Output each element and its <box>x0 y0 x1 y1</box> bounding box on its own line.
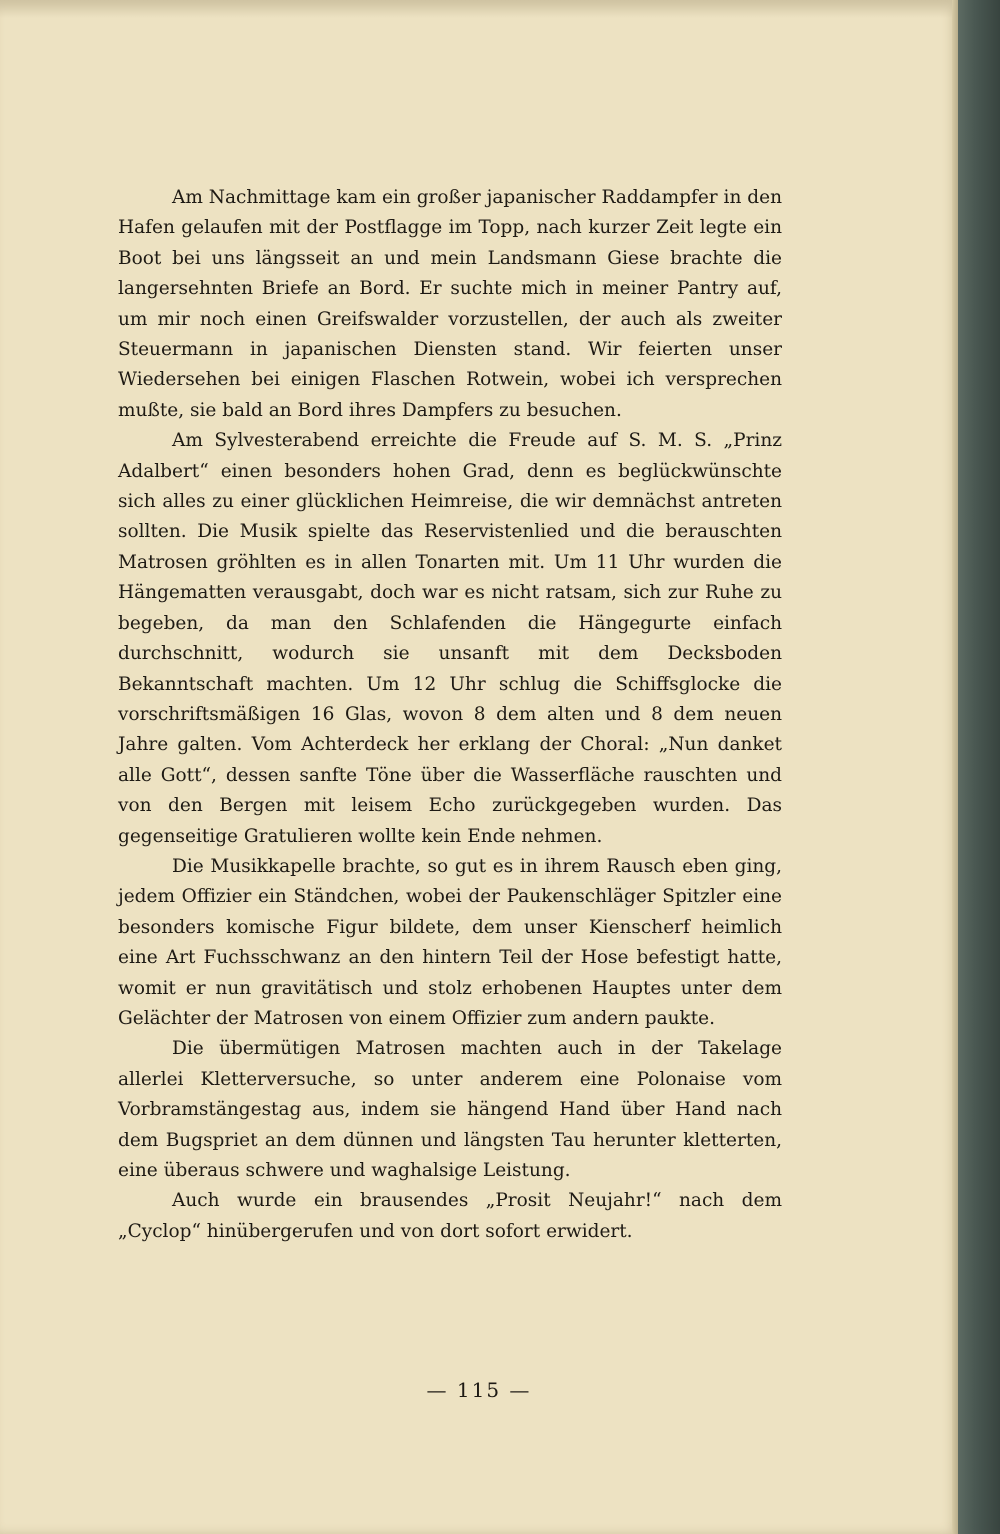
page-top-shadow <box>0 0 958 18</box>
body-text <box>118 183 782 1247</box>
paragraph: Die Musikkapelle brachte, so gut es in ihrem Rausch eben ging, jedem Offizier ein Ständchen, wobei der Paukenschläger Spitzler eine besonders komische Figur bildete, dem unser Kienscherf heimlich eine Art Fuchsschwanz an den hintern Teil der Hose befestigt hatte, womit er nun gravitätisch und stolz erhobenen Hauptes unter dem Gelächter der Matrosen von einem Offizier zum andern paukte. <box>118 855 782 1029</box>
paragraph: Am Nachmittage kam ein großer japanischer Raddampfer in den Hafen gelaufen mit der Postflagge im Topp, nach kurzer Zeit legte ein Boot bei uns längsseit an und mein Landsmann Giese brachte die langersehnten Briefe an Bord. Er suchte mich in meiner Pantry auf, um mir noch einen Greifswalder vorzustellen, der auch als zweiter Steuermann in japanischen Diensten stand. Wir feierten unser Wiedersehen bei einigen Flaschen Rotwein, wobei ich versprechen mußte, sie bald an Bord ihres Dampfers zu besuchen. <box>118 187 782 421</box>
page-number: — 115 — <box>426 1378 532 1402</box>
paragraph: Am Sylvesterabend erreichte die Freude auf S. M. S. „Prinz Adalbert“ einen besonders hohen Grad, denn es beglückwünschte sich alles zu einer glücklichen Heimreise, die wir demnächst antreten sollten. Die Musik spielte das Reservistenlied und die berauschten Matrosen gröhlten es in allen Tonarten mit. Um 11 Uhr wurden die Hängematten verausgabt, doch war es nicht ratsam, sich zur Ruhe zu begeben, da man den Schlafenden die Hängegurte einfach durchschnitt, wodurch sie unsanft mit dem Decksboden Bekanntschaft machten. Um 12 Uhr schlug die Schiffsglocke die vorschriftsmäßigen 16 Glas, wovon 8 dem alten und 8 dem neuen Jahre galten. Vom Achterdeck her erklang der Choral: „Nun danket alle Gott“, dessen sanfte Töne über die Wasserfläche rauschten und von den Bergen mit leisem Echo zurückgegeben wurden. Das gegenseitige Gratulieren wollte kein Ende nehmen. <box>118 430 782 847</box>
paragraph: Die übermütigen Matrosen machten auch in der Takelage allerlei Kletterversuche, so unter anderem eine Polonaise vom Vorbramstängestag aus, indem sie hängend Hand über Hand nach dem Bugspriet an dem dünnen und längsten Tau herunter kletterten, eine überaus schwere und waghalsige Leistung. <box>118 1038 782 1181</box>
book-cover-edge <box>958 0 1000 1534</box>
paragraph: Auch wurde ein brausendes „Prosit Neujahr!“ nach dem „Cyclop“ hinübergerufen und von dort sofort erwidert. <box>118 1190 782 1242</box>
